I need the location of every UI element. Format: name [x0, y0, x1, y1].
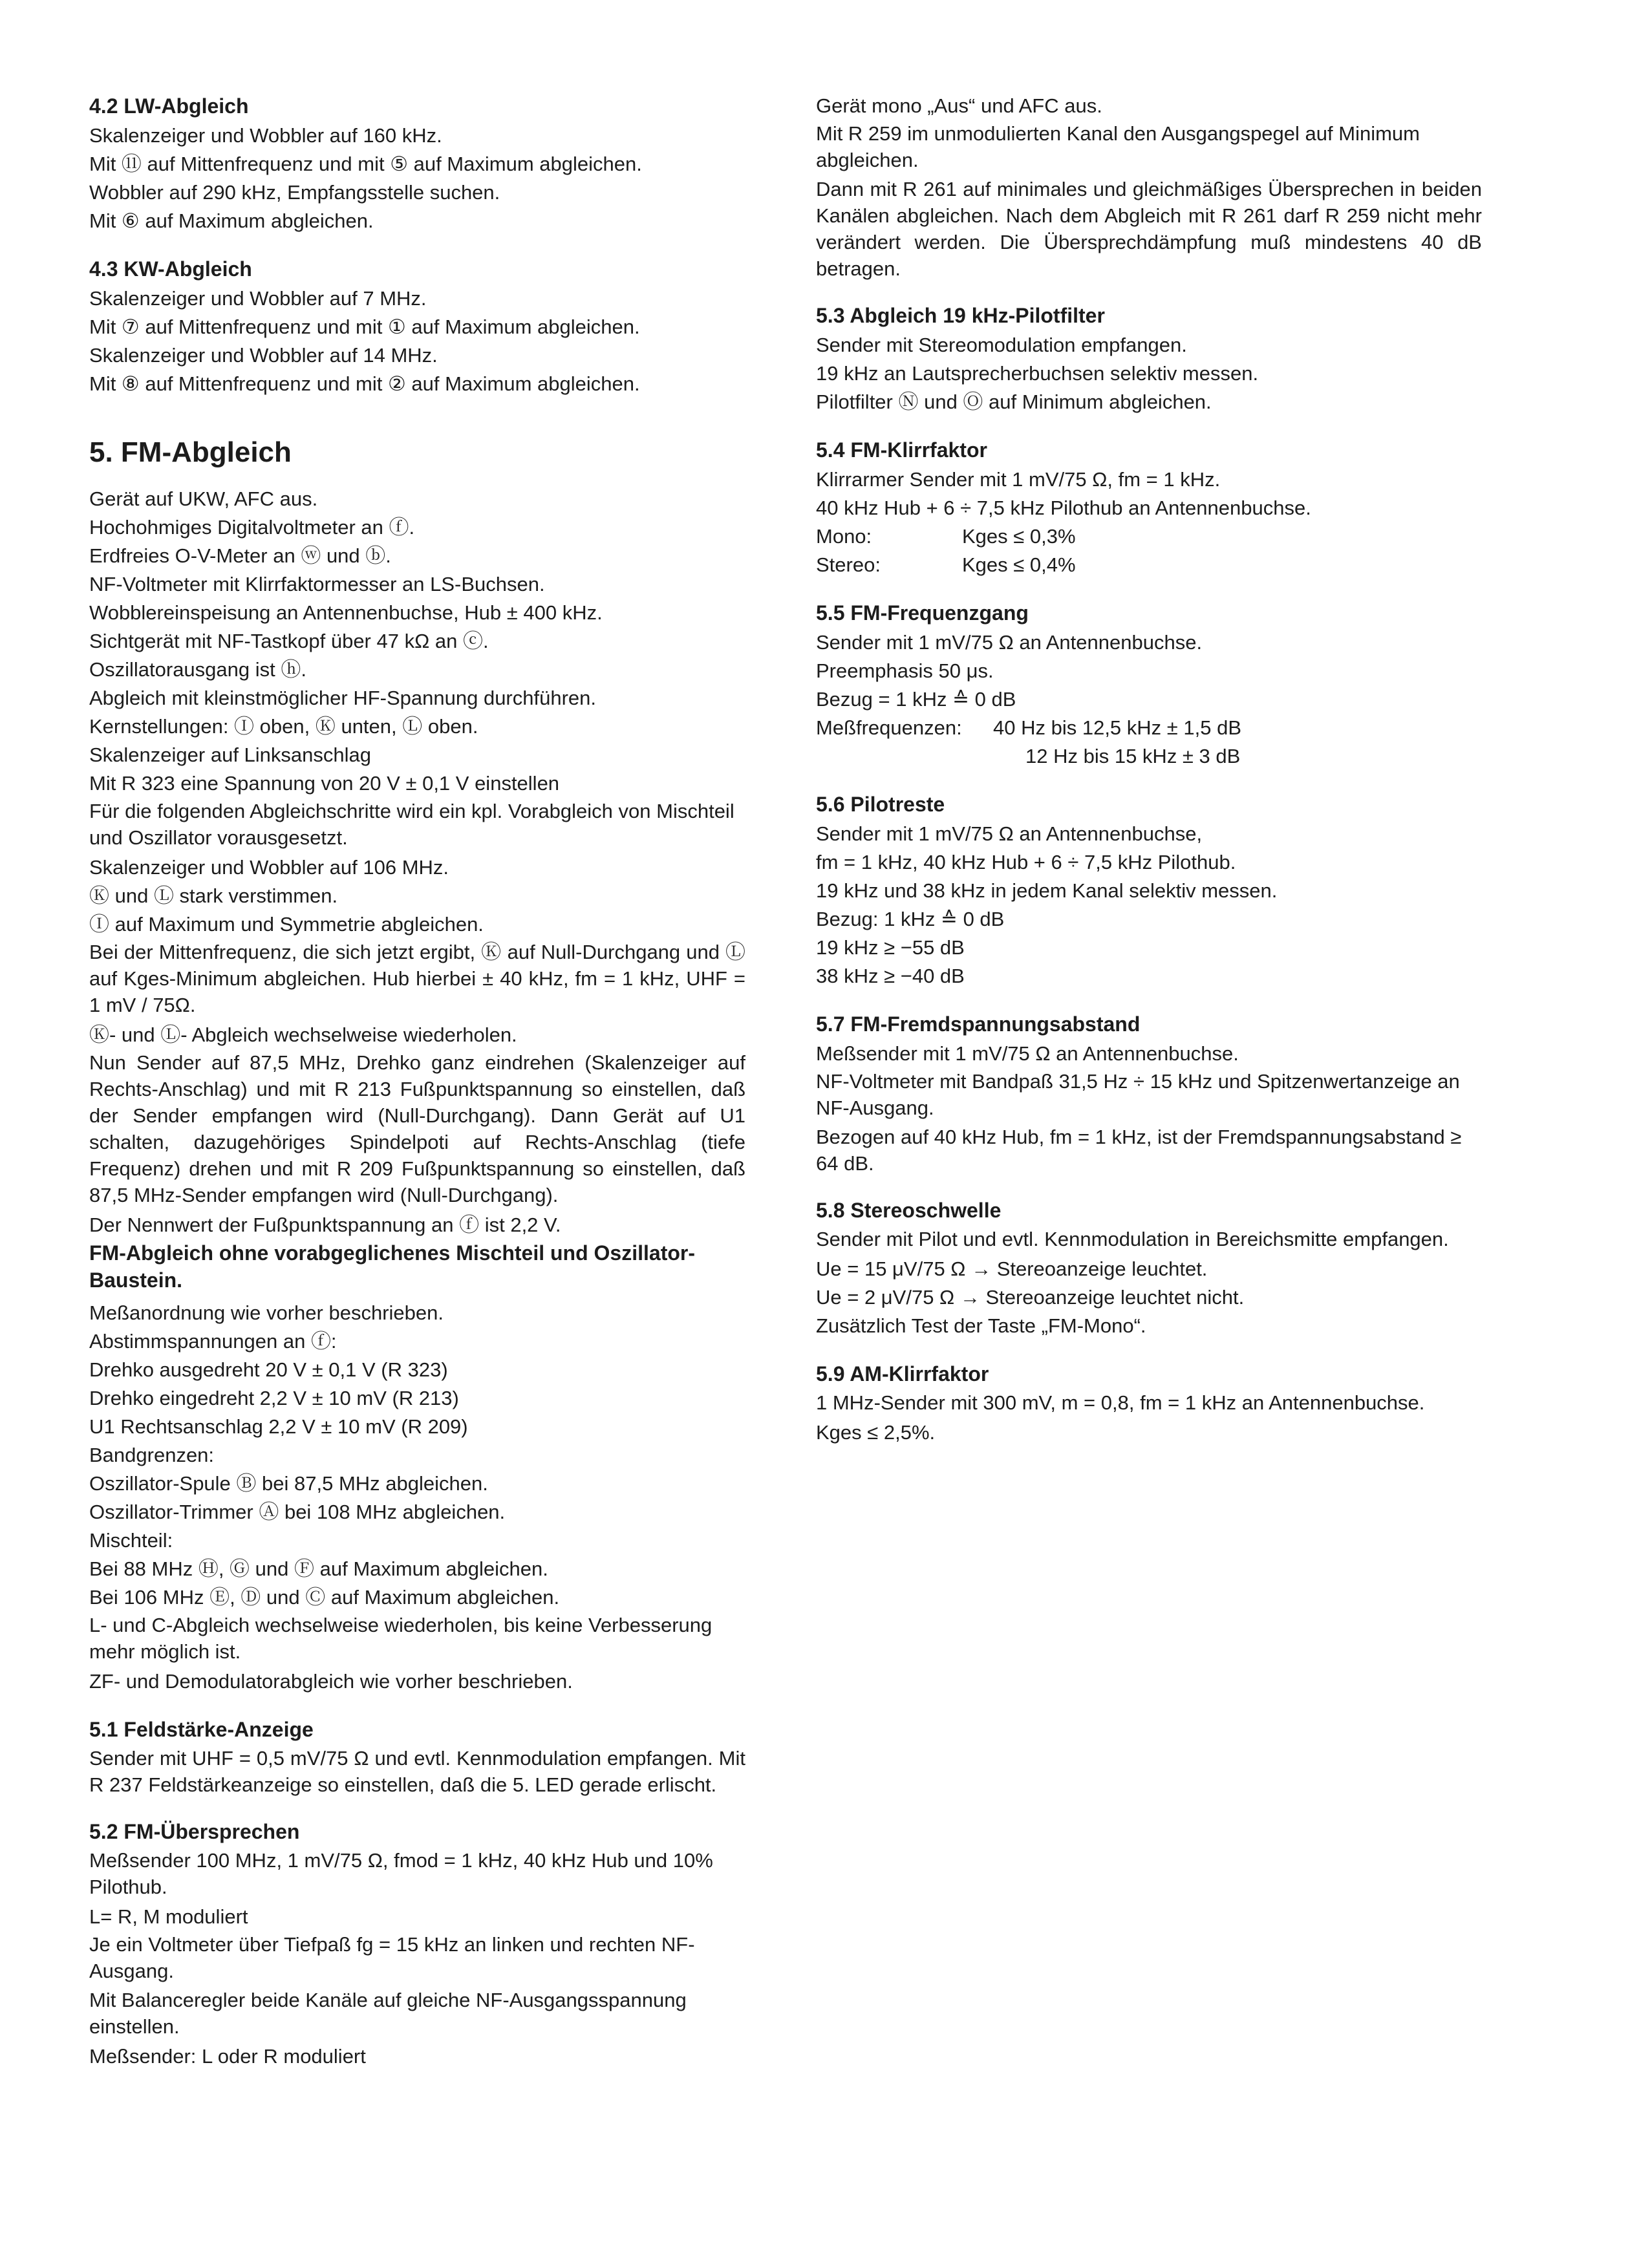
text-line: 19 kHz ≥ −55 dB [816, 936, 965, 959]
text-line: Sender mit Stereomodulation empfangen. [816, 334, 1187, 356]
text-line: Ⓘ auf Maximum und Symmetrie abgleichen. [89, 913, 484, 936]
paragraph: Meßsender 100 MHz, 1 mV/75 Ω, fmod = 1 kHz, 40 kHz Hub und 10% Pilothub. [89, 1849, 713, 1898]
section-5-5-heading: 5.5 FM-Frequenzgang [816, 601, 1029, 625]
text-line: Bei 88 MHz Ⓗ, Ⓖ und Ⓕ auf Maximum abgleichen. [89, 1557, 548, 1580]
section-5-4-heading: 5.4 FM-Klirrfaktor [816, 438, 987, 462]
text-line: Kernstellungen: Ⓘ oben, Ⓚ unten, Ⓛ oben. [89, 715, 478, 738]
section-5-3-heading: 5.3 Abgleich 19 kHz-Pilotfilter [816, 304, 1105, 327]
text-line: Wobblereinspeisung an Antennenbuchse, Hub ± 400 kHz. [89, 601, 603, 624]
text-line: Bezug: 1 kHz ≙ 0 dB [816, 908, 1005, 930]
paragraph: Mit R 259 im unmodulierten Kanal den Ausgangspegel auf Minimum abgleichen. [816, 122, 1420, 171]
messfrequenzen-value: 40 Hz bis 12,5 kHz ± 1,5 dB [993, 716, 1242, 739]
text-line: 38 kHz ≥ −40 dB [816, 965, 965, 987]
bold-subheading: FM-Abgleich ohne vorabgeglichenes Mischteil und Oszillator-Baustein. [89, 1241, 695, 1292]
mono-label: Mono: [816, 525, 872, 548]
stereo-value: Kges ≤ 0,4% [962, 553, 1076, 576]
text-line: ZF- und Demodulatorabgleich wie vorher beschrieben. [89, 1670, 573, 1693]
text-line: 40 kHz Hub + 6 ÷ 7,5 kHz Pilothub an Antennenbuchse. [816, 497, 1311, 519]
text-line: Der Nennwert der Fußpunktspannung an ⓕ ist 2,2 V. [89, 1214, 561, 1236]
text-line: Hochohmiges Digitalvoltmeter an ⓕ. [89, 516, 415, 539]
messfrequenzen-row [816, 714, 1482, 742]
paragraph: Je ein Voltmeter über Tiefpaß fg = 15 kHz an linken und rechten NF-Ausgang. [89, 1933, 695, 1982]
text-line: Erdfreies O-V-Meter an ⓦ und ⓑ. [89, 544, 391, 567]
text-line: Skalenzeiger und Wobbler auf 7 MHz. [89, 287, 427, 310]
text-line: Bandgrenzen: [89, 1444, 215, 1466]
text-line: Mit ⑦ auf Mittenfrequenz und mit ① auf Maximum abgleichen. [89, 316, 640, 338]
text-line: Meßsender: L oder R moduliert [89, 2045, 366, 2068]
text-line: Mit ⑧ auf Mittenfrequenz und mit ② auf Maximum abgleichen. [89, 372, 640, 395]
text-line: Drehko eingedreht 2,2 V ± 10 mV (R 213) [89, 1387, 459, 1409]
text-line: Skalenzeiger und Wobbler auf 14 MHz. [89, 344, 438, 367]
text-line: Mit ⑪ auf Mittenfrequenz und mit ⑤ auf Maximum abgleichen. [89, 153, 642, 175]
messfrequenzen-value: 12 Hz bis 15 kHz ± 3 dB [1025, 745, 1241, 767]
paragraph: NF-Voltmeter mit Bandpaß 31,5 Hz ÷ 15 kHz und Spitzenwertanzeige an NF-Ausgang. [816, 1070, 1460, 1119]
right-column [816, 92, 1482, 1447]
text-line: Zusätzlich Test der Taste „FM-Mono“. [816, 1314, 1146, 1337]
section-5-8-heading: 5.8 Stereoschwelle [816, 1199, 1002, 1222]
text-line: Bezug = 1 kHz ≙ 0 dB [816, 688, 1016, 711]
text-line: Kges ≤ 2,5%. [816, 1421, 936, 1444]
text-line: Ue = 2 μV/75 Ω → Stereoanzeige leuchtet nicht. [816, 1286, 1245, 1309]
text-line: Ue = 15 μV/75 Ω → Stereoanzeige leuchtet. [816, 1257, 1208, 1280]
text-line: Klirrarmer Sender mit 1 mV/75 Ω, fm = 1 kHz. [816, 468, 1221, 491]
text-line: Sichtgerät mit NF-Tastkopf über 47 kΩ an ⓒ. [89, 630, 489, 652]
text-line: Sender mit 1 mV/75 Ω an Antennenbuchse, [816, 822, 1203, 845]
text-line: Abgleich mit kleinstmöglicher HF-Spannung durchführen. [89, 687, 597, 709]
chapter-5-heading: 5. FM-Abgleich [89, 436, 292, 468]
text-line: Wobbler auf 290 kHz, Empfangsstelle suchen. [89, 181, 500, 204]
text-line: Ⓚ und Ⓛ stark verstimmen. [89, 884, 338, 907]
section-4-3-heading: 4.3 KW-Abgleich [89, 257, 252, 281]
text-line: Preemphasis 50 μs. [816, 659, 994, 682]
section-5-7-heading: 5.7 FM-Fremdspannungsabstand [816, 1012, 1141, 1036]
paragraph: Bei der Mittenfrequenz, die sich jetzt ergibt, Ⓚ auf Null-Durchgang und Ⓛ auf Kges-Minimum abgleichen. Hub hierbei ± 40 kHz, fm = 1 kHz, UHF = 1 mV / 75Ω. [89, 941, 745, 1016]
text-line: Abstimmspannungen an ⓕ: [89, 1330, 337, 1353]
stereo-row [816, 551, 1482, 579]
paragraph: 1 MHz-Sender mit 300 mV, m = 0,8, fm = 1 kHz an Antennenbuchse. [816, 1391, 1425, 1414]
text-line: Oszillator-Spule Ⓑ bei 87,5 MHz abgleichen. [89, 1472, 488, 1495]
text-line: Drehko ausgedreht 20 V ± 0,1 V (R 323) [89, 1358, 448, 1381]
text-line: 19 kHz und 38 kHz in jedem Kanal selektiv messen. [816, 879, 1278, 902]
section-5-9-heading: 5.9 AM-Klirrfaktor [816, 1362, 989, 1385]
text-line: Pilotfilter Ⓝ und Ⓞ auf Minimum abgleichen. [816, 390, 1212, 413]
text-line: Skalenzeiger auf Linksanschlag [89, 744, 371, 766]
text-line: Oszillator-Trimmer Ⓐ bei 108 MHz abgleichen. [89, 1501, 506, 1523]
mono-value: Kges ≤ 0,3% [962, 525, 1076, 548]
mono-row [816, 522, 1482, 551]
text-line: Gerät mono „Aus“ und AFC aus. [816, 94, 1102, 117]
text-line: NF-Voltmeter mit Klirrfaktormesser an LS-Buchsen. [89, 573, 545, 595]
section-4-2-heading: 4.2 LW-Abgleich [89, 94, 249, 118]
text-line: 19 kHz an Lautsprecherbuchsen selektiv messen. [816, 362, 1259, 385]
text-line: Gerät auf UKW, AFC aus. [89, 487, 318, 510]
paragraph: Sender mit Pilot und evtl. Kennmodulation in Bereichsmitte empfangen. [816, 1228, 1449, 1250]
text-line: Bei 106 MHz Ⓔ, Ⓓ und Ⓒ auf Maximum abgleichen. [89, 1586, 560, 1609]
text-line: Sender mit 1 mV/75 Ω an Antennenbuchse. [816, 631, 1203, 654]
messfrequenzen-row [816, 742, 1482, 771]
section-5-2-heading: 5.2 FM-Übersprechen [89, 1820, 300, 1843]
text-line: Meßanordnung wie vorher beschrieben. [89, 1301, 444, 1324]
text-line: Skalenzeiger und Wobbler auf 160 kHz. [89, 124, 442, 147]
left-column [89, 92, 745, 2071]
paragraph: Sender mit UHF = 0,5 mV/75 Ω und evtl. Kennmodulation empfangen. Mit R 237 Feldstärkeanzeige so einstellen, daß die 5. LED gerade erlischt. [89, 1747, 745, 1796]
text-line: Mit R 323 eine Spannung von 20 V ± 0,1 V einstellen [89, 772, 560, 795]
text-line: L= R, M moduliert [89, 1905, 248, 1928]
text-line: Mit ⑥ auf Maximum abgleichen. [89, 209, 374, 232]
stereo-label: Stereo: [816, 553, 881, 576]
paragraph: Dann mit R 261 auf minimales und gleichmäßiges Übersprechen in beiden Kanälen abgleichen. Nach dem Abgleich mit R 261 darf R 259 nicht mehr verändert werden. Die Übersprechdämpfung muß mindestens 40 dB betragen. [816, 178, 1482, 280]
section-5-6-heading: 5.6 Pilotreste [816, 793, 945, 816]
messfrequenzen-label: Meßfrequenzen: [816, 716, 962, 739]
paragraph: Nun Sender auf 87,5 MHz, Drehko ganz eindrehen (Skalenzeiger auf Rechts-Anschlag) und mit R 213 Fußpunktspannung so einstellen, daß der Sender empfangen wird (Null-Durchgang). Dann Gerät auf U1 schalten, dazugehöriges Spindelpoti auf Rechts-Anschlag (tiefe Frequenz) drehen und mit R 209 Fußpunktspannung so einstellen, daß 87,5 MHz-Sender empfangen wird (Null-Durchgang). [89, 1051, 745, 1206]
text-line: Ⓚ- und Ⓛ- Abgleich wechselweise wiederholen. [89, 1023, 517, 1046]
text-line: Meßsender mit 1 mV/75 Ω an Antennenbuchse. [816, 1042, 1239, 1065]
text-line: Mischteil: [89, 1529, 173, 1552]
paragraph: L- und C-Abgleich wechselweise wiederholen, bis keine Verbesserung mehr möglich ist. [89, 1614, 712, 1663]
paragraph: Mit Balanceregler beide Kanäle auf gleiche NF-Ausgangsspannung einstellen. [89, 1989, 687, 2038]
section-5-1-heading: 5.1 Feldstärke-Anzeige [89, 1718, 314, 1741]
paragraph: Bezogen auf 40 kHz Hub, fm = 1 kHz, ist der Fremdspannungsabstand ≥ 64 dB. [816, 1126, 1462, 1175]
text-line: fm = 1 kHz, 40 kHz Hub + 6 ÷ 7,5 kHz Pilothub. [816, 851, 1236, 873]
text-line: Skalenzeiger und Wobbler auf 106 MHz. [89, 856, 449, 879]
text-line: Oszillatorausgang ist ⓗ. [89, 658, 306, 681]
text-line: U1 Rechtsanschlag 2,2 V ± 10 mV (R 209) [89, 1415, 468, 1438]
paragraph: Für die folgenden Abgleichschritte wird ein kpl. Vorabgleich von Mischteil und Oszillator vorausgesetzt. [89, 800, 734, 849]
